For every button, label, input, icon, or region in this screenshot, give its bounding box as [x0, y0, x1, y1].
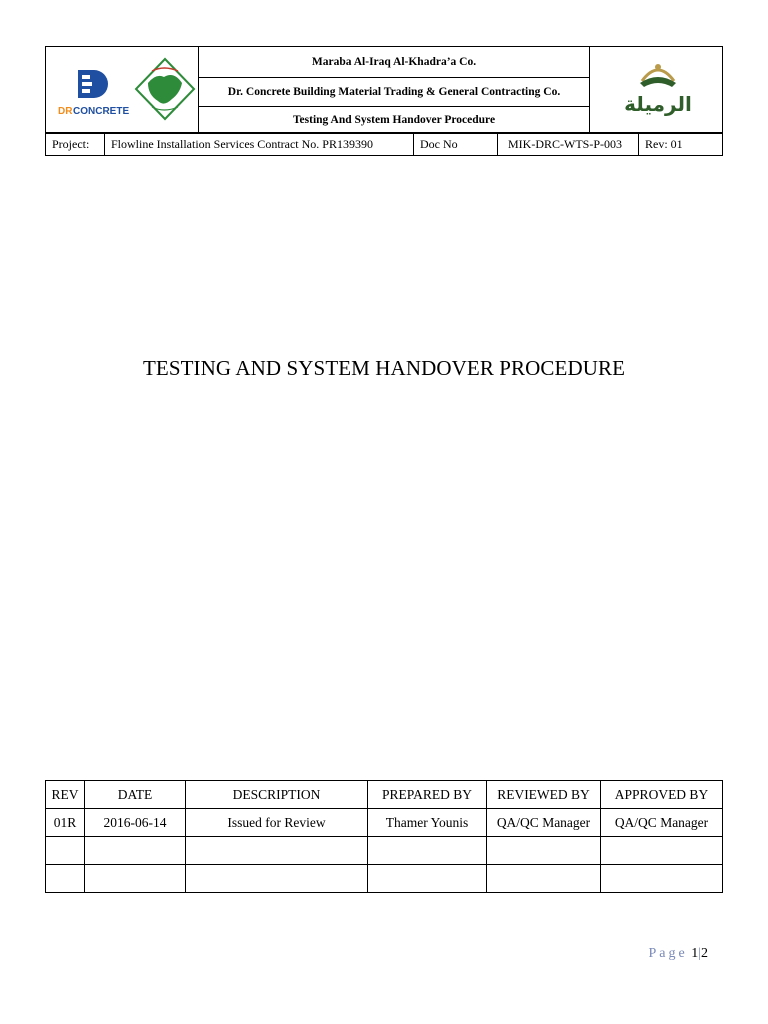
cell-reviewed [487, 837, 601, 865]
dr-text: DR [58, 106, 73, 117]
project-value: Flowline Installation Services Contract No. PR139390 [105, 133, 414, 156]
col-header-rev: REV [46, 781, 85, 809]
revision-header-row [46, 781, 723, 809]
cell-approved: QA/QC Manager [601, 809, 723, 837]
cell-rev [46, 837, 85, 865]
cell-date: 2016-06-14 [85, 809, 186, 837]
table-row [46, 809, 723, 837]
project-info-row [45, 132, 723, 156]
page-total: 2 [701, 946, 708, 961]
company-logos-cell [46, 47, 199, 134]
rumaila-logo [612, 61, 704, 121]
page-word: Page [648, 946, 688, 961]
concrete-text: CONCRETE [73, 106, 130, 117]
col-header-description: DESCRIPTION [186, 781, 368, 809]
cell-date [85, 865, 186, 893]
project-label: Project: [46, 133, 105, 156]
cell-prepared [368, 865, 487, 893]
col-header-prepared: PREPARED BY [368, 781, 487, 809]
table-row [46, 837, 723, 865]
header-doc-title: Testing And System Handover Procedure [199, 107, 590, 134]
revision-table [45, 780, 723, 893]
rumaila-logo-cell [590, 47, 723, 134]
cell-description: Issued for Review [186, 809, 368, 837]
page-number: 1 [691, 946, 699, 961]
cell-prepared: Thamer Younis [368, 809, 487, 837]
table-row [46, 865, 723, 893]
cell-description [186, 837, 368, 865]
col-header-date: DATE [85, 781, 186, 809]
cell-reviewed [487, 865, 601, 893]
cell-rev [46, 865, 85, 893]
cell-date [85, 837, 186, 865]
dr-concrete-logo [56, 65, 136, 120]
revision-label: Rev: 01 [639, 133, 723, 156]
cell-prepared [368, 837, 487, 865]
col-header-reviewed: REVIEWED BY [487, 781, 601, 809]
company-name: Maraba Al-Iraq Al-Khadra’a Co. [199, 47, 590, 78]
col-header-approved: APPROVED BY [601, 781, 723, 809]
subcompany-name: Dr. Concrete Building Material Trading & General Contracting Co. [199, 77, 590, 107]
cell-reviewed: QA/QC Manager [487, 809, 601, 837]
cell-approved [601, 837, 723, 865]
document-main-title: TESTING AND SYSTEM HANDOVER PROCEDURE [142, 356, 626, 380]
page-footer [648, 946, 708, 962]
cell-rev: 01R [46, 809, 85, 837]
doc-no-label: Doc No [414, 133, 498, 156]
rumaila-arabic-text: الرميلة [624, 92, 692, 116]
maraba-logo [134, 57, 196, 121]
doc-no-value: MIK-DRC-WTS-P-003 [498, 133, 639, 156]
page-separator: | [698, 946, 701, 961]
document-header [45, 46, 723, 134]
cell-approved [601, 865, 723, 893]
cell-description [186, 865, 368, 893]
